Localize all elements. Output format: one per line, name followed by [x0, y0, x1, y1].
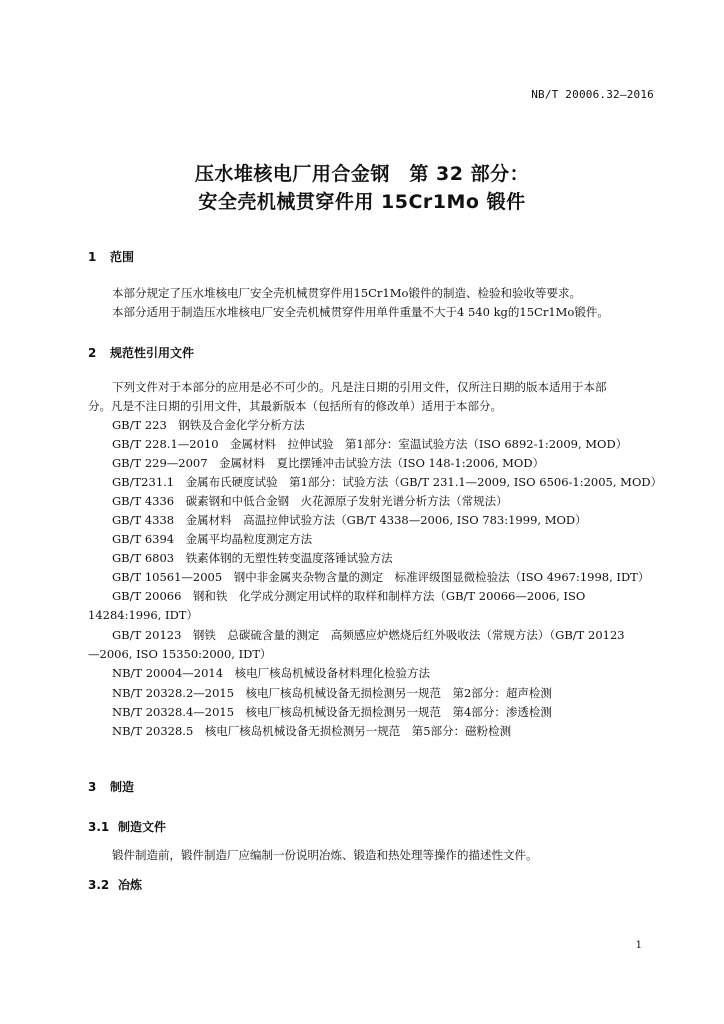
section-2-intro-line-2: 分。凡是不注日期的引用文件，其最新版本（包括所有的修改单）适用于本部分。 [88, 399, 502, 413]
section-3-2-heading [88, 876, 142, 893]
reference-item: GB/T 20066 钢和铁 化学成分测定用试样的取样和制样方法（GB/T 20066—2006, ISO [112, 589, 586, 603]
reference-item: GB/T 10561—2005 钢中非金属夹杂物含量的测定 标准评级图显微检验法（ISO 4967:1998, IDT） [112, 570, 650, 584]
reference-item: NB/T 20328.2—2015 核电厂核岛机械设备无损检测另一规范 第2部分：超声检测 [112, 686, 552, 700]
section-3-heading [88, 778, 134, 795]
section-number: 2 [88, 346, 97, 360]
reference-item-continuation: 14284:1996, IDT） [88, 608, 198, 622]
document-code-header: NB/T 20006.32—2016 [531, 88, 654, 101]
section-number: 1 [88, 250, 97, 264]
section-1-paragraph-2: 本部分适用于制造压水堆核电厂安全壳机械贯穿件用单件重量不大于4 540 kg的15Cr1Mo锻件。 [112, 305, 609, 319]
reference-item: GB/T 4336 碳素钢和中低合金钢 火花源原子发射光谱分析方法（常规法） [112, 494, 508, 508]
reference-item: GB/T 4338 金属材料 高温拉伸试验方法（GB/T 4338—2006, ISO 783:1999, MOD） [112, 513, 587, 527]
page-number: 1 [635, 940, 642, 951]
reference-item: GB/T 6803 铁素体钢的无塑性转变温度落锤试验方法 [112, 551, 393, 565]
section-2-intro-line-1: 下列文件对于本部分的应用是必不可少的。凡是注日期的引用文件，仅所注日期的版本适用于本部 [112, 380, 607, 394]
section-2-heading [88, 344, 194, 361]
section-1-paragraph-1: 本部分规定了压水堆核电厂安全壳机械贯穿件用15Cr1Mo锻件的制造、检验和验收等要求。 [112, 286, 581, 300]
section-3-1-paragraph: 锻件制造前，锻件制造厂应编制一份说明冶炼、锻造和热处理等操作的描述性文件。 [112, 848, 538, 862]
section-number: 3.1 [88, 820, 110, 834]
reference-item: NB/T 20328.4—2015 核电厂核岛机械设备无损检测另一规范 第4部分：渗透检测 [112, 705, 552, 719]
reference-item: GB/T 6394 金属平均晶粒度测定方法 [112, 532, 313, 546]
section-title: 规范性引用文件 [110, 346, 195, 360]
section-title: 范围 [110, 250, 135, 264]
reference-item-continuation: —2006, ISO 15350:2000, IDT） [88, 647, 272, 661]
reference-item: NB/T 20328.5 核电厂核岛机械设备无损检测另一规范 第5部分：磁粉检测 [112, 724, 512, 738]
section-number: 3.2 [88, 878, 110, 892]
section-3-1-heading [88, 818, 166, 835]
document-title-line1: 压水堆核电厂用合金钢 第 32 部分： [194, 163, 530, 185]
section-title: 冶炼 [118, 878, 143, 892]
reference-item: GB/T 229—2007 金属材料 夏比摆锤冲击试验方法（ISO 148-1:2006, MOD） [112, 456, 545, 470]
section-number: 3 [88, 780, 97, 794]
reference-item: NB/T 20004—2014 核电厂核岛机械设备材料理化检验方法 [112, 666, 431, 680]
reference-item: GB/T 20123 钢铁 总碳硫含量的测定 高频感应炉燃烧后红外吸收法（常规方法）（GB/T 20123 [112, 628, 625, 642]
section-title: 制造 [110, 780, 135, 794]
section-title: 制造文件 [118, 820, 167, 834]
section-1-heading [88, 248, 134, 265]
reference-item: GB/T231.1 金属布氏硬度试验 第1部分：试验方法（GB/T 231.1—2009, ISO 6506-1:2005, MOD） [112, 475, 663, 489]
reference-item: GB/T 228.1—2010 金属材料 拉伸试验 第1部分：室温试验方法（ISO 6892-1:2009, MOD） [112, 437, 628, 451]
reference-item: GB/T 223 钢铁及合金化学分析方法 [112, 418, 305, 432]
document-title-line2: 安全壳机械贯穿件用 15Cr1Mo 锻件 [198, 191, 526, 213]
